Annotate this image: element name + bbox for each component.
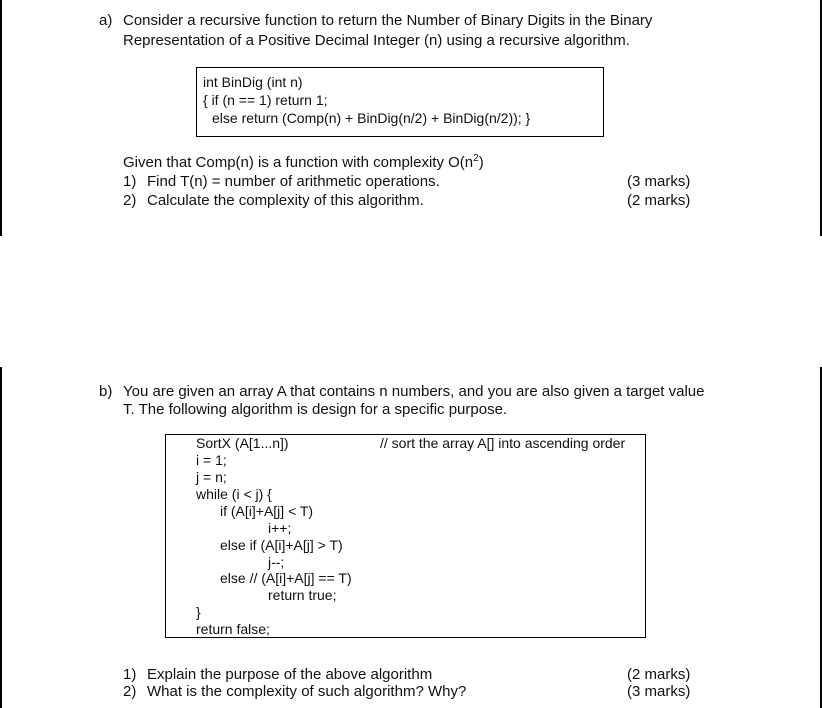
page-border-left-bottom bbox=[0, 367, 2, 708]
question-a-label: a) bbox=[99, 12, 113, 29]
code-b-return-false: return false; bbox=[196, 621, 270, 637]
question-b-item1-text: Explain the purpose of the above algorithm bbox=[147, 666, 433, 683]
question-b-intro-line2: T. The following algorithm is design for a specific purpose. bbox=[123, 401, 508, 418]
question-b-item2-marks: (3 marks) bbox=[627, 683, 691, 700]
question-a-intro-line1: Consider a recursive function to return the Number of Binary Digits in the Binary bbox=[123, 12, 653, 29]
code-b-if: if (A[i]+A[j] < T) bbox=[220, 503, 314, 519]
question-a-item1-text: Find T(n) = number of arithmetic operations. bbox=[147, 173, 440, 190]
question-b-label: b) bbox=[99, 383, 113, 400]
code-b-while: while (i < j) { bbox=[196, 486, 272, 502]
code-b-close-brace: } bbox=[196, 604, 201, 620]
page-border-left-top bbox=[0, 0, 2, 236]
question-b-item2-number: 2) bbox=[123, 683, 137, 700]
question-b-item1-number: 1) bbox=[123, 666, 137, 683]
question-a-item1-number: 1) bbox=[123, 173, 137, 190]
code-b-else: else // (A[i]+A[j] == T) bbox=[220, 570, 352, 586]
question-b-intro-line1: You are given an array A that contains n numbers, and you are also given a target value bbox=[123, 383, 705, 400]
question-a-intro-line2: Representation of a Positive Decimal Integer (n) using a recursive algorithm. bbox=[123, 32, 630, 49]
question-a-item2-text: Calculate the complexity of this algorithm. bbox=[147, 192, 424, 209]
code-b-increment: i++; bbox=[268, 520, 292, 536]
given-statement: Given that Comp(n) is a function with complexity $O(n^2)$ bbox=[123, 153, 484, 171]
code-b-header: SortX (A[1...n]) bbox=[196, 435, 289, 451]
question-a-item1-marks: (3 marks) bbox=[627, 173, 691, 190]
code-a-line2: { if (n == 1) return 1; bbox=[203, 92, 328, 108]
code-box-b bbox=[165, 434, 646, 638]
code-b-i-init: i = 1; bbox=[196, 452, 227, 468]
code-b-decrement: j--; bbox=[268, 554, 285, 570]
question-a-item2-number: 2) bbox=[123, 192, 137, 209]
code-a-line3: else return (Comp(n) + BinDig(n/2) + BinDig(n/2)); } bbox=[212, 110, 531, 126]
code-b-return-true: return true; bbox=[268, 587, 337, 603]
code-b-comment: // sort the array A[] into ascending order bbox=[380, 435, 626, 451]
question-b-item2-text: What is the complexity of such algorithm? Why? bbox=[147, 683, 467, 700]
question-b-item1-marks: (2 marks) bbox=[627, 666, 691, 683]
code-b-j-init: j = n; bbox=[196, 469, 227, 485]
question-a-item2-marks: (2 marks) bbox=[627, 192, 691, 209]
code-a-line1: int BinDig (int n) bbox=[203, 74, 303, 90]
code-b-elseif: else if (A[i]+A[j] > T) bbox=[220, 537, 343, 553]
